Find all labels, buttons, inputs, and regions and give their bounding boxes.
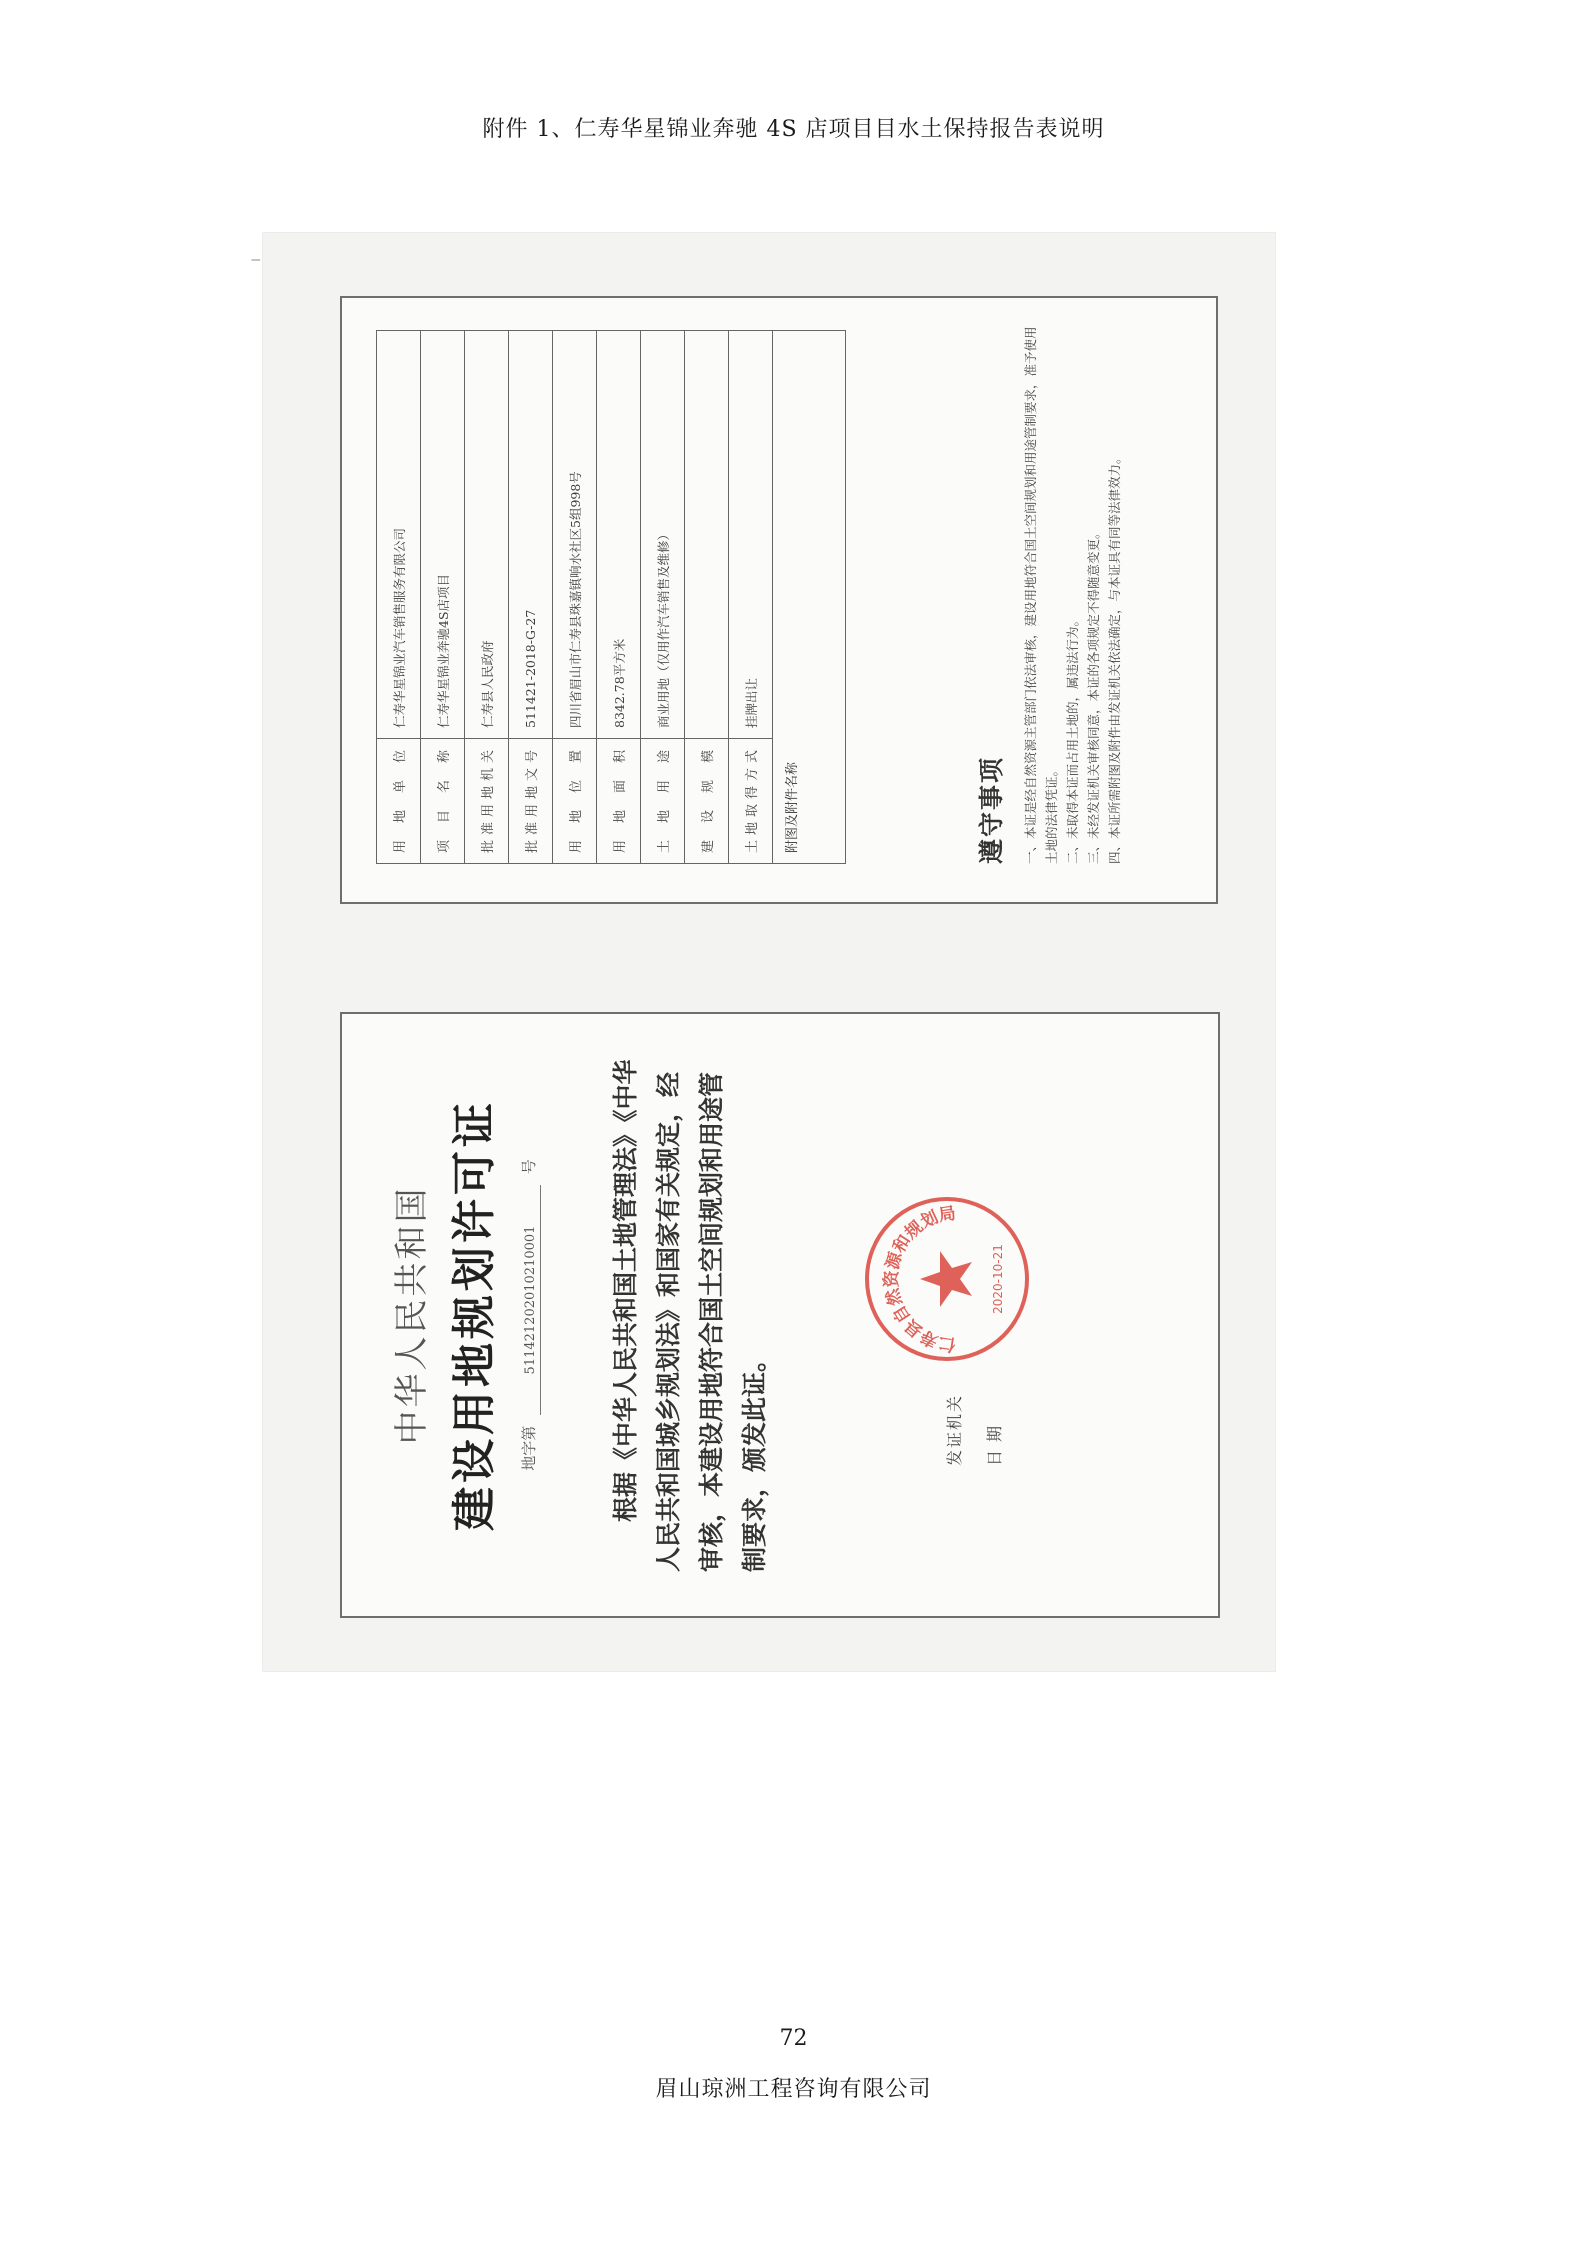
register-value: 商业用地（仅用作汽车销售及维修） bbox=[641, 331, 685, 739]
seal-text: 仁寿县自然资源和规划局 bbox=[882, 1203, 958, 1355]
register-value: 8342.78平方米 bbox=[597, 331, 641, 739]
register-table bbox=[376, 330, 846, 864]
register-row bbox=[553, 331, 597, 864]
register-row bbox=[729, 331, 773, 864]
notice-list bbox=[1020, 324, 1125, 864]
issuer-label: 发证机关 bbox=[945, 1393, 964, 1466]
certificate-number bbox=[518, 1014, 541, 1616]
notice-item: 一、本证是经自然资源主管部门依法审核，建设用地符合国土空间规划和用途管制要求，准予使用土地的法律凭证。 bbox=[1023, 326, 1059, 864]
official-seal-icon bbox=[862, 1194, 1032, 1364]
register-row bbox=[509, 331, 553, 864]
notice-item: 二、未取得本证而占用土地的，属违法行为。 bbox=[1065, 613, 1080, 864]
register-value bbox=[685, 331, 729, 739]
register-value: 仁寿华星锦业奔驰4S店项目 bbox=[421, 331, 465, 739]
register-row bbox=[377, 331, 421, 864]
register-label: 用地面积 bbox=[597, 739, 641, 864]
permit-cover-panel bbox=[340, 1012, 1220, 1618]
register-row bbox=[465, 331, 509, 864]
certificate-number-suffix: 号 bbox=[520, 1159, 538, 1175]
register-label: 批准用地机关 bbox=[465, 739, 509, 864]
register-label: 批准用地文号 bbox=[509, 739, 553, 864]
certificate-body-text: 根据《中华人民共和国土地管理法》《中华人民共和国城乡规划法》和国家有关规定，经审核，本建设用地符合国土空间规划和用途管制要求，颁发此证。 bbox=[611, 1059, 769, 1572]
register-row bbox=[421, 331, 465, 864]
notice-item: 四、本证所需附图及附件由发证机关依法确定，与本证具有同等法律效力。 bbox=[1107, 451, 1122, 864]
notice-item: 三、未经发证机关审核同意，本证的各项规定不得随意变更。 bbox=[1086, 526, 1101, 864]
register-label: 建设规模 bbox=[685, 739, 729, 864]
page-header-title: 附件 1、仁寿华星锦业奔驰 4S 店项目目水土保持报告表说明 bbox=[482, 117, 1105, 142]
date-label: 日期 bbox=[985, 1417, 1004, 1466]
register-value: 仁寿华星锦业汽车销售服务有限公司 bbox=[377, 331, 421, 739]
register-label: 土地取得方式 bbox=[729, 739, 773, 864]
register-value: 仁寿县人民政府 bbox=[465, 331, 509, 739]
permit-register-rotated bbox=[342, 298, 1216, 902]
notice-title: 遵守事项 bbox=[977, 755, 1006, 864]
scan-speck: ⁻ bbox=[250, 252, 262, 277]
footer-company: 眉山琼洲工程咨询有限公司 bbox=[655, 2077, 932, 2102]
register-label: 用地位置 bbox=[553, 739, 597, 864]
register-row bbox=[597, 331, 641, 864]
register-row bbox=[685, 331, 729, 864]
register-label: 用地单位 bbox=[377, 739, 421, 864]
register-value: 挂牌出让 bbox=[729, 331, 773, 739]
certificate-title: 建设用地规划许可证 bbox=[449, 1099, 500, 1531]
page-number: 72 bbox=[779, 2026, 808, 2051]
register-value: 511421-2018-G-27 bbox=[509, 331, 553, 739]
seal-date: 2020-10-21 bbox=[991, 1244, 1005, 1314]
register-value: 四川省眉山市仁寿县珠嘉镇响水社区5组998号 bbox=[553, 331, 597, 739]
attachment-label: 附图及附件名称 bbox=[773, 331, 846, 864]
register-row-attachment bbox=[773, 331, 846, 864]
register-label: 土地用途 bbox=[641, 739, 685, 864]
certificate-number-prefix: 地字第 bbox=[520, 1425, 538, 1471]
country-name: 中华人民共和国 bbox=[392, 1185, 432, 1445]
certificate-number-value: 511421202010210001 bbox=[523, 1185, 541, 1415]
permit-register-panel bbox=[340, 296, 1218, 904]
register-label: 项目名称 bbox=[421, 739, 465, 864]
permit-cover-rotated bbox=[342, 1014, 1218, 1616]
register-row bbox=[641, 331, 685, 864]
notice-section bbox=[972, 324, 1125, 864]
